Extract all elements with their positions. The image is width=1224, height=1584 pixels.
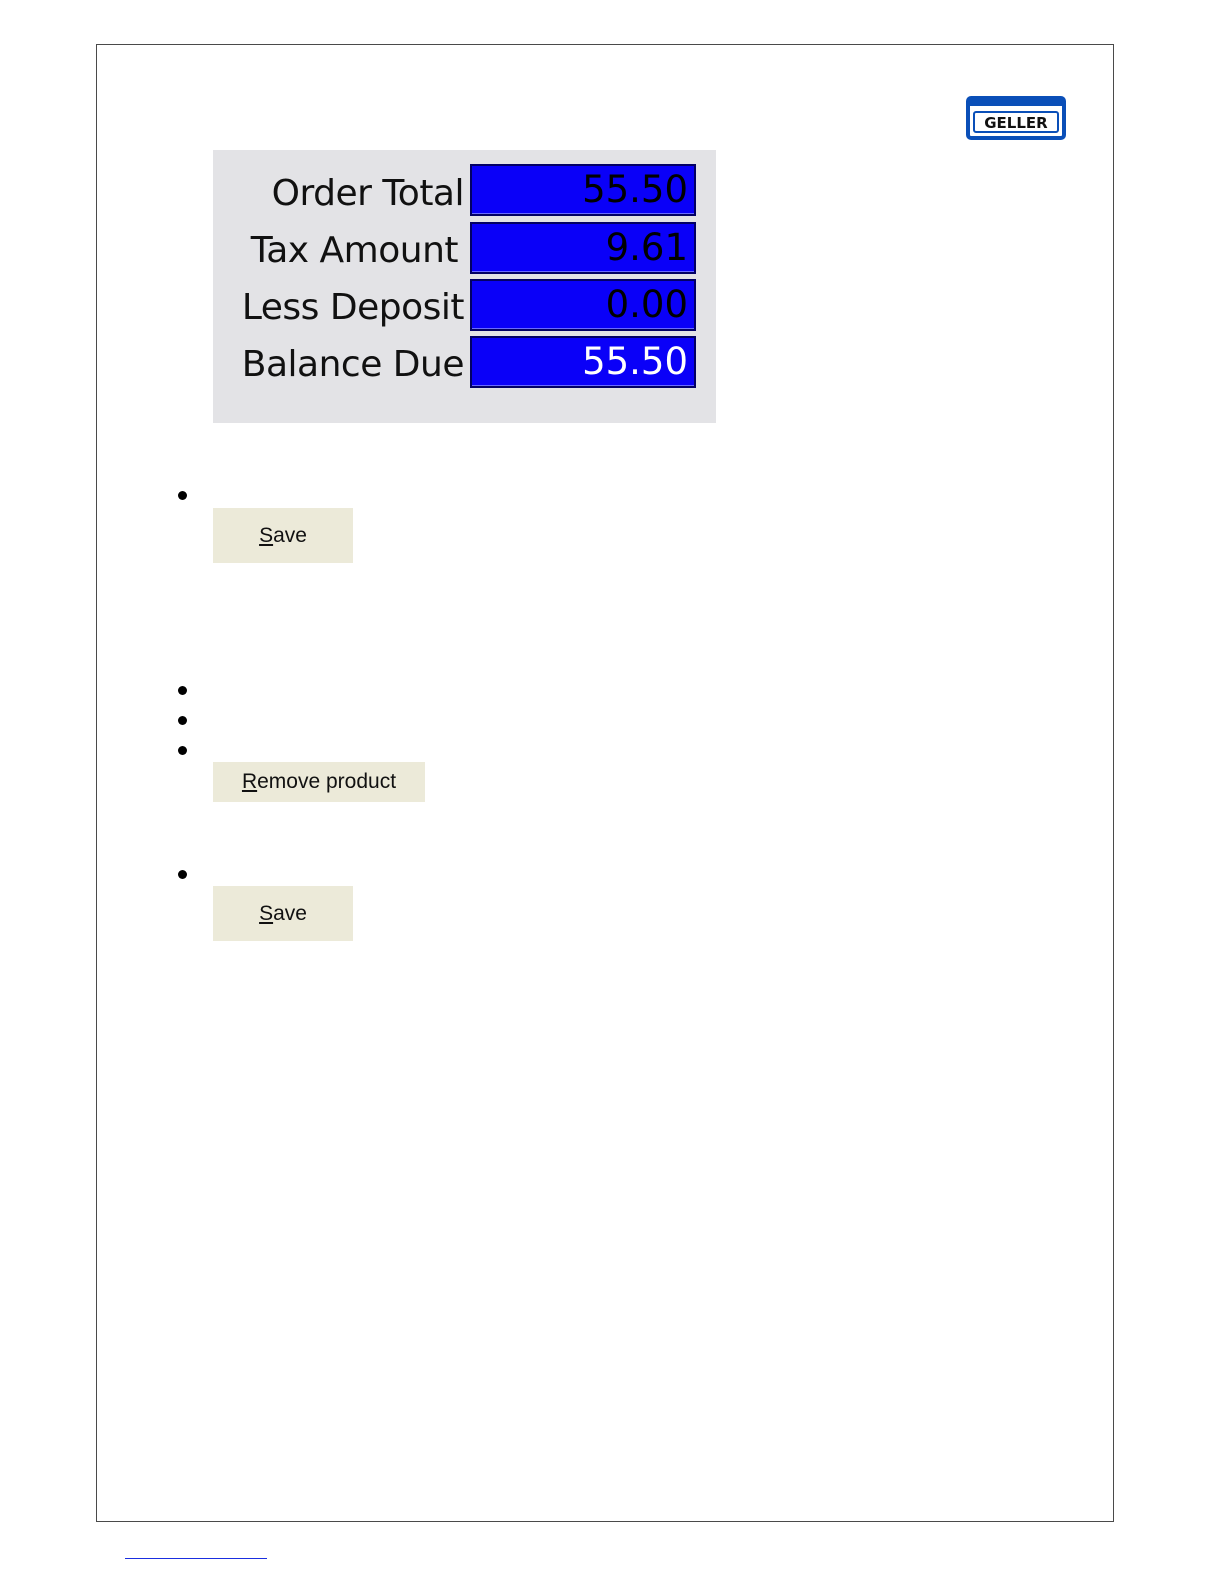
bullet-3 <box>178 716 187 725</box>
less-deposit-label: Less Deposit <box>241 287 464 328</box>
save-label-rest: ave <box>273 524 307 547</box>
tax-amount-label: Tax Amount <box>250 230 458 271</box>
save-mnemonic: S <box>259 524 274 547</box>
balance-due-field[interactable]: 55.50 <box>470 336 696 388</box>
remove-product-button[interactable] <box>213 762 425 802</box>
save-button[interactable] <box>213 508 353 563</box>
geller-logo <box>966 96 1066 140</box>
order-totals-panel <box>213 150 716 423</box>
balance-due-label: Balance Due <box>241 344 464 385</box>
save-label-rest-second: ave <box>273 902 307 925</box>
save-mnemonic-second: S <box>259 902 274 925</box>
bullet-2 <box>178 686 187 695</box>
remove-mnemonic: R <box>241 770 258 793</box>
less-deposit-field[interactable]: 0.00 <box>470 279 696 331</box>
bullet-4 <box>178 746 187 755</box>
remove-label-rest: emove product <box>257 770 397 793</box>
footnote-separator <box>125 1558 267 1559</box>
save-button-second[interactable] <box>213 886 353 941</box>
tax-amount-field[interactable]: 9.61 <box>470 222 696 274</box>
bullet-1 <box>178 491 187 500</box>
logo-wordmark: GELLER <box>984 114 1048 132</box>
order-total-field[interactable]: 55.50 <box>470 164 696 216</box>
order-total-label: Order Total <box>271 173 464 214</box>
bullet-5 <box>178 870 187 879</box>
